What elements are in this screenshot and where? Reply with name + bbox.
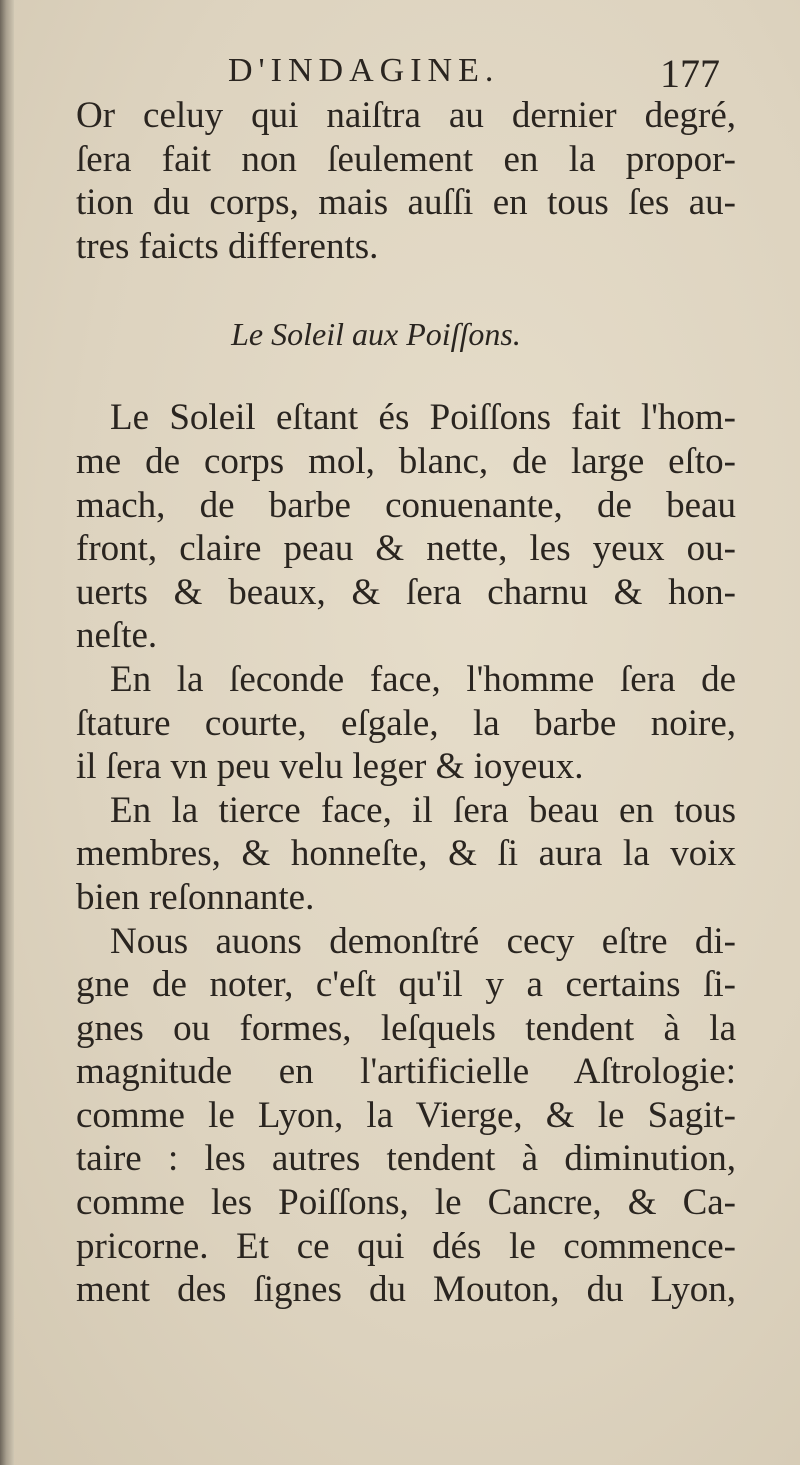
text-line: ment des ſignes du Mouton, du Lyon, [76, 1269, 736, 1311]
text-line: ſera fait non ſeulement en la propor- [76, 138, 736, 180]
text-line: me de corps mol, blanc, de large eſto- [76, 440, 736, 482]
text-line: tion du corps, mais auſſi en tous ſes au- [76, 182, 736, 224]
paragraph-5 [76, 920, 736, 1312]
text-line: tres faicts differents. [76, 225, 379, 267]
text-line: neſte. [76, 615, 158, 657]
text-line: bien reſonnante. [76, 876, 315, 918]
text-line: uerts & beaux, & ſera charnu & hon- [76, 571, 736, 613]
text-line: mach, de barbe conuenante, de beau [76, 484, 736, 526]
paragraph-4 [76, 789, 736, 920]
paragraph-1 [76, 94, 736, 268]
text-line: gnes ou formes, leſquels tendent à la [76, 1007, 736, 1049]
text-line: comme les Poiſſons, le Cancre, & Ca- [76, 1182, 736, 1224]
page-gutter-shadow [0, 0, 14, 1465]
page-header [0, 48, 800, 96]
running-head: D'INDAGINE. [228, 52, 500, 89]
paragraph-2 [76, 396, 736, 658]
text-line: il ſera vn peu velu leger & ioyeux. [76, 746, 584, 788]
text-line: front, claire peau & nette, les yeux ou- [76, 528, 736, 570]
text-line: pricorne. Et ce qui dés le commence- [76, 1225, 736, 1267]
text-line: gne de noter, c'eſt qu'il y a certains ſi- [76, 964, 736, 1006]
text-line: membres, & honneſte, & ſi aura la voix [76, 833, 736, 875]
text-line: Nous auons demonſtré cecy eſtre di- [110, 920, 736, 962]
text-line: comme le Lyon, la Vierge, & le Sagit- [76, 1094, 736, 1136]
page-number: 177 [660, 51, 720, 96]
paragraph-3 [76, 658, 736, 789]
body-text [76, 94, 736, 1312]
text-line: Le Soleil eſtant és Poiſſons fait l'hom- [110, 397, 736, 439]
text-line: En la ſeconde face, l'homme ſera de [110, 658, 736, 700]
text-line: taire : les autres tendent à diminution, [76, 1138, 736, 1180]
text-line: magnitude en l'artificielle Aſtrologie: [76, 1051, 736, 1093]
section-heading: Le Soleil aux Poiſſons. [231, 316, 521, 353]
text-line: Or celuy qui naiſtra au dernier degré, [76, 95, 736, 136]
text-line: ſtature courte, eſgale, la barbe noire, [76, 702, 736, 744]
text-line: En la tierce face, il ſera beau en tous [110, 789, 736, 831]
